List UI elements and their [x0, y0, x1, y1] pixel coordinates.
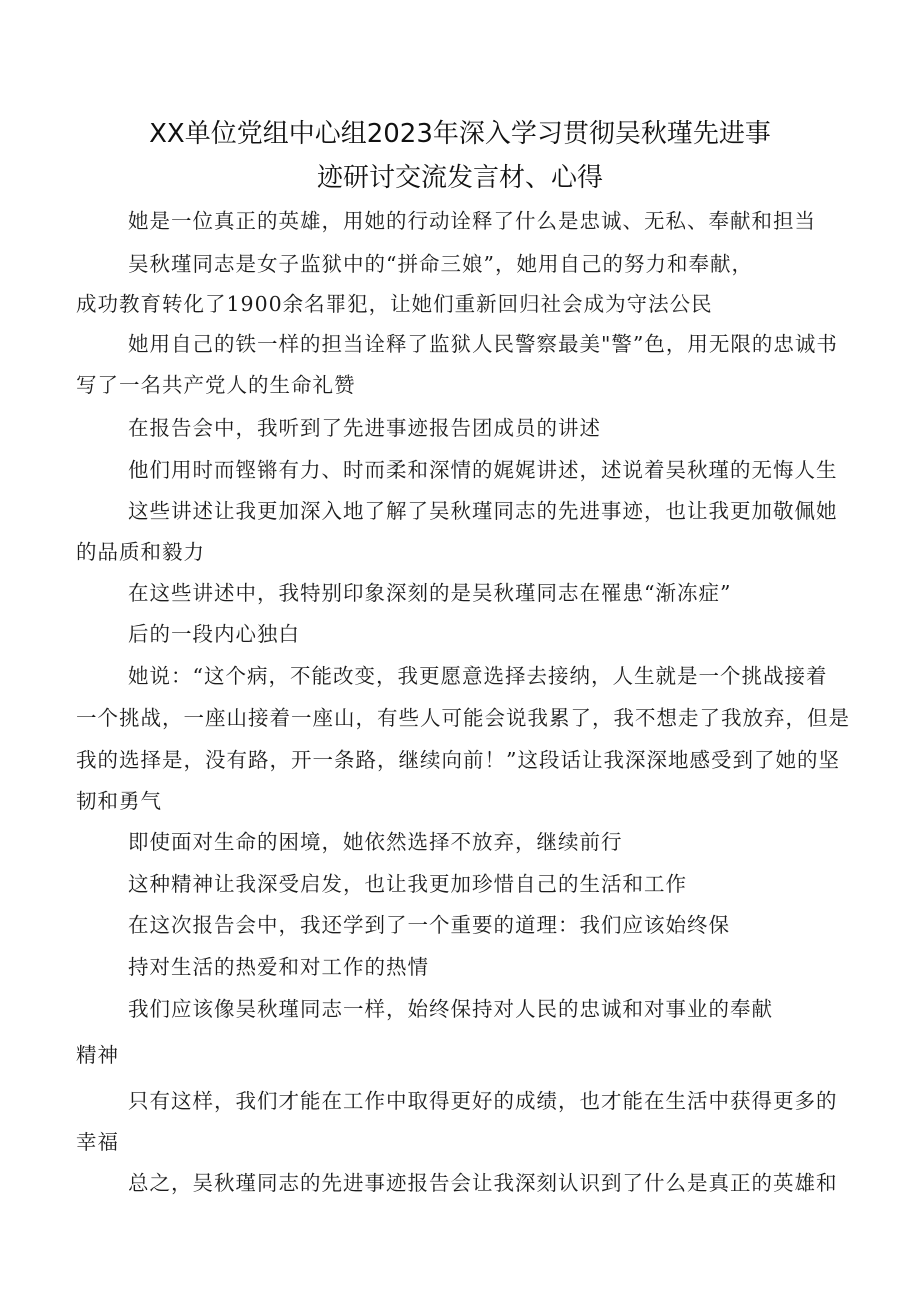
body-line: 总之，吴秋瑾同志的先进事迹报告会让我深刻认识到了什么是真正的英雄和 — [128, 1171, 838, 1195]
body-line: 持对生活的热爱和对工作的热情 — [128, 955, 429, 979]
body-line: 我的选择是，没有路，开一条路，继续向前！”这段话让我深深地感受到了她的坚 — [76, 748, 840, 772]
body-line: 在这些讲述中，我特别印象深刻的是吴秋瑾同志在罹患“渐冻症” — [128, 581, 732, 605]
body-line: 精神 — [76, 1043, 119, 1067]
body-line: 写了一名共产党人的生命礼赞 — [76, 373, 356, 397]
body-line: 韧和勇气 — [76, 789, 162, 813]
document-title-line-2: 迹研讨交流发言材、心得 — [316, 163, 603, 193]
body-line: 她是一位真正的英雄，用她的行动诠释了什么是忠诚、无私、奉献和担当 — [128, 209, 816, 233]
body-line: 成功教育转化了1900余名罪犯，让她们重新回归社会成为守法公民 — [76, 292, 713, 316]
body-line: 我们应该像吴秋瑾同志一样，始终保持对人民的忠诚和对事业的奉献 — [128, 997, 773, 1021]
body-line: 后的一段内心独白 — [128, 622, 300, 646]
body-line: 在这次报告会中，我还学到了一个重要的道理：我们应该始终保 — [128, 913, 730, 937]
body-line: 即使面对生命的困境，她依然选择不放弃，继续前行 — [128, 830, 623, 854]
body-line: 这种精神让我深受启发，也让我更加珍惜自己的生活和工作 — [128, 872, 687, 896]
body-line: 她说：“这个病，不能改变，我更愿意选择去接纳，人生就是一个挑战接着 — [128, 664, 828, 688]
body-line: 一个挑战，一座山接着一座山，有些人可能会说我累了，我不想走了我放弃，但是 — [76, 706, 850, 730]
body-line: 幸福 — [76, 1130, 119, 1154]
document-title-line-1: XX单位党组中心组2023年深入学习贯彻吴秋瑾先进事 — [149, 119, 771, 149]
body-line: 的品质和毅力 — [76, 540, 205, 564]
body-line: 在报告会中，我听到了先进事迹报告团成员的讲述 — [128, 416, 601, 440]
body-line: 这些讲述让我更加深入地了解了吴秋瑾同志的先进事迹，也让我更加敬佩她 — [128, 499, 838, 523]
body-line: 她用自己的铁一样的担当诠释了监狱人民警察最美"警”色，用无限的忠诚书 — [128, 332, 838, 356]
body-line: 他们用时而铿锵有力、时而柔和深情的娓娓讲述，述说着吴秋瑾的无悔人生 — [128, 458, 838, 482]
body-line: 只有这样，我们才能在工作中取得更好的成绩，也才能在生活中获得更多的 — [128, 1089, 838, 1113]
body-line: 吴秋瑾同志是女子监狱中的“拼命三娘”，她用自己的努力和奉献， — [128, 252, 753, 276]
